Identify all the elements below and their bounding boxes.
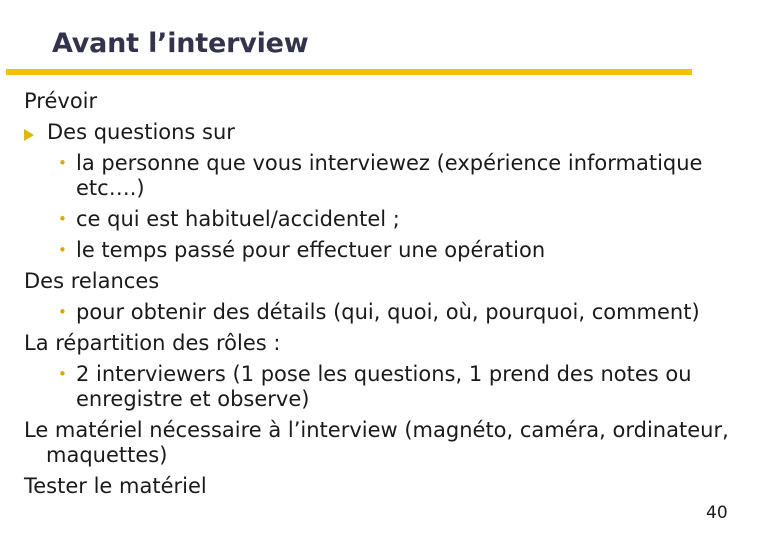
dot-bullet-icon: • (58, 303, 67, 321)
subitem-personne (24, 148, 764, 179)
slide-title: Avant l’interview (52, 28, 309, 59)
subitem-interviewers-label: 2 interviewers (1 pose les questions, 1 prend des notes ou (76, 362, 692, 386)
arrow-bullet-icon (24, 129, 34, 141)
item-materiel: Le matériel nécessaire à l’interview (magnéto, caméra, ordinateur, (24, 418, 729, 442)
item-relances: Des relances (24, 269, 160, 293)
item-prevoir: Prévoir (24, 89, 98, 113)
item-questions (24, 117, 764, 148)
slide-body (24, 86, 764, 502)
subitem-personne-cont: etc….) (76, 176, 145, 200)
subitem-personne-label: la personne que vous interviewez (expérience informatique (76, 151, 703, 175)
subitem-interviewers (24, 359, 764, 390)
page-number: 40 (706, 503, 728, 523)
title-underline (6, 69, 692, 75)
dot-bullet-icon: • (58, 365, 67, 383)
subitem-interviewers-cont: enregistre et observe) (76, 387, 310, 411)
item-materiel-cont: maquettes) (46, 443, 168, 467)
dot-bullet-icon: • (58, 241, 67, 259)
dot-bullet-icon: • (58, 210, 67, 228)
subitem-habituel (24, 204, 764, 235)
subitem-temps (24, 235, 764, 266)
subitem-details (24, 297, 764, 328)
item-tester: Tester le matériel (24, 474, 207, 498)
subitem-details-label: pour obtenir des détails (qui, quoi, où, pourquoi, comment) (76, 300, 700, 324)
subitem-temps-label: le temps passé pour effectuer une opération (76, 238, 546, 262)
item-roles: La répartition des rôles : (24, 331, 281, 355)
item-questions-label: Des questions sur (47, 120, 235, 144)
dot-bullet-icon: • (58, 154, 67, 172)
subitem-habituel-label: ce qui est habituel/accidentel ; (76, 207, 400, 231)
